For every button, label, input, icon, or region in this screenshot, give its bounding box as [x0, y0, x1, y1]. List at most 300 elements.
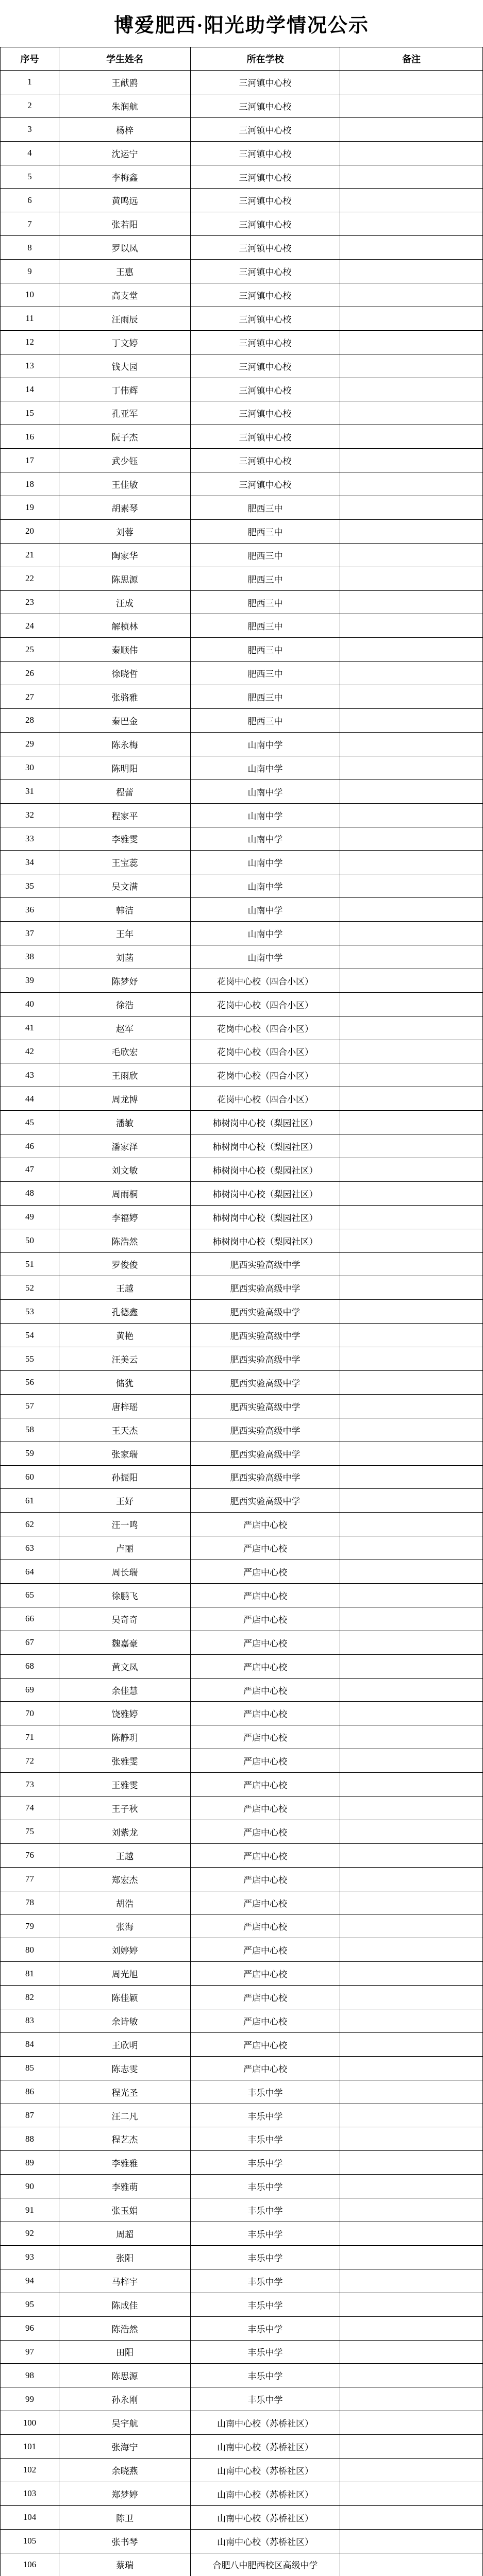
table-row — [0, 2104, 483, 2128]
cell-school: 严店中心校 — [191, 1986, 340, 2009]
cell-student-name: 阮子杰 — [59, 425, 191, 449]
cell-school: 三河镇中心校 — [191, 449, 340, 472]
cell-school: 肥西三中 — [191, 685, 340, 709]
cell-no: 5 — [0, 165, 59, 189]
cell-school: 山南中学 — [191, 733, 340, 756]
cell-note — [340, 1749, 483, 1773]
table-row — [0, 1560, 483, 1584]
cell-no: 85 — [0, 2057, 59, 2080]
cell-student-name: 蔡瑞 — [59, 2553, 191, 2576]
cell-school: 山南中心校（苏桥社区） — [191, 2482, 340, 2506]
cell-no: 4 — [0, 142, 59, 165]
cell-school: 花岗中心校（四合小区） — [191, 1016, 340, 1040]
cell-no: 16 — [0, 425, 59, 449]
cell-school: 肥西实验高级中学 — [191, 1466, 340, 1489]
cell-school: 肥西三中 — [191, 496, 340, 520]
cell-no: 79 — [0, 1914, 59, 1938]
table-row — [0, 2293, 483, 2317]
table-row — [0, 1229, 483, 1253]
cell-no: 87 — [0, 2104, 59, 2128]
cell-student-name: 王好 — [59, 1489, 191, 1513]
table-row — [0, 804, 483, 827]
cell-no: 17 — [0, 449, 59, 472]
cell-note — [340, 449, 483, 472]
cell-no: 26 — [0, 662, 59, 685]
cell-no: 1 — [0, 71, 59, 94]
cell-student-name: 陈梦妤 — [59, 969, 191, 993]
cell-note — [340, 472, 483, 496]
cell-no: 80 — [0, 1938, 59, 1962]
cell-note — [340, 1418, 483, 1442]
cell-student-name: 陈浩然 — [59, 1229, 191, 1253]
cell-school: 丰乐中学 — [191, 2317, 340, 2341]
cell-note — [340, 922, 483, 945]
cell-student-name: 汪成 — [59, 591, 191, 615]
cell-school: 山南中学 — [191, 756, 340, 780]
table-row — [0, 733, 483, 756]
cell-note — [340, 898, 483, 922]
cell-student-name: 刘菡 — [59, 945, 191, 969]
table-row — [0, 118, 483, 142]
table-row — [0, 142, 483, 165]
cell-no: 60 — [0, 1466, 59, 1489]
cell-student-name: 周龙博 — [59, 1087, 191, 1111]
cell-no: 55 — [0, 1347, 59, 1371]
cell-no: 44 — [0, 1087, 59, 1111]
cell-school: 严店中心校 — [191, 1844, 340, 1868]
cell-school: 肥西三中 — [191, 544, 340, 567]
cell-student-name: 马梓宇 — [59, 2269, 191, 2293]
cell-student-name: 孔德鑫 — [59, 1300, 191, 1324]
cell-no: 49 — [0, 1206, 59, 1229]
cell-note — [340, 307, 483, 331]
cell-note — [340, 685, 483, 709]
cell-school: 丰乐中学 — [191, 2364, 340, 2387]
cell-student-name: 黄艳 — [59, 1324, 191, 1347]
table-row — [0, 1986, 483, 2009]
cell-student-name: 程光圣 — [59, 2080, 191, 2104]
cell-no: 43 — [0, 1063, 59, 1087]
cell-school: 肥西实验高级中学 — [191, 1371, 340, 1395]
cell-note — [340, 496, 483, 520]
table-row — [0, 1395, 483, 1418]
cell-no: 30 — [0, 756, 59, 780]
cell-no: 37 — [0, 922, 59, 945]
cell-note — [340, 1868, 483, 1891]
cell-student-name: 陈志雯 — [59, 2057, 191, 2080]
cell-school: 柿树岗中心校（梨园社区） — [191, 1111, 340, 1134]
cell-note — [340, 1040, 483, 1064]
cell-school: 合肥八中肥西校区高级中学 — [191, 2553, 340, 2576]
cell-note — [340, 2387, 483, 2411]
cell-no: 52 — [0, 1276, 59, 1300]
cell-note — [340, 2033, 483, 2057]
cell-no: 34 — [0, 851, 59, 874]
cell-school: 丰乐中学 — [191, 2246, 340, 2269]
cell-no: 18 — [0, 472, 59, 496]
cell-school: 丰乐中学 — [191, 2127, 340, 2151]
cell-school: 柿树岗中心校（梨园社区） — [191, 1182, 340, 1206]
table-row — [0, 1607, 483, 1631]
cell-note — [340, 1560, 483, 1584]
cell-student-name: 陈成佳 — [59, 2293, 191, 2317]
cell-note — [340, 733, 483, 756]
table-row — [0, 2246, 483, 2269]
cell-no: 100 — [0, 2411, 59, 2435]
cell-student-name: 张海 — [59, 1914, 191, 1938]
cell-note — [340, 993, 483, 1016]
cell-no: 63 — [0, 1536, 59, 1560]
cell-student-name: 王年 — [59, 922, 191, 945]
cell-student-name: 罗以凤 — [59, 236, 191, 260]
cell-student-name: 储犹 — [59, 1371, 191, 1395]
cell-note — [340, 165, 483, 189]
cell-school: 山南中心校（苏桥社区） — [191, 2506, 340, 2530]
cell-student-name: 陈佳颖 — [59, 1986, 191, 2009]
cell-no: 104 — [0, 2506, 59, 2530]
cell-no: 62 — [0, 1513, 59, 1536]
cell-school: 柿树岗中心校（梨园社区） — [191, 1134, 340, 1158]
cell-school: 严店中心校 — [191, 1962, 340, 1986]
table-row — [0, 2435, 483, 2459]
cell-school: 肥西三中 — [191, 638, 340, 662]
cell-no: 76 — [0, 1844, 59, 1868]
cell-student-name: 程蕾 — [59, 780, 191, 804]
cell-no: 66 — [0, 1607, 59, 1631]
cell-note — [340, 1276, 483, 1300]
table-row — [0, 1134, 483, 1158]
cell-note — [340, 2317, 483, 2341]
cell-note — [340, 2293, 483, 2317]
cell-school: 三河镇中心校 — [191, 142, 340, 165]
cell-student-name: 高支堂 — [59, 283, 191, 307]
cell-note — [340, 2222, 483, 2246]
cell-school: 肥西实验高级中学 — [191, 1489, 340, 1513]
table-row — [0, 1820, 483, 1844]
cell-note — [340, 2553, 483, 2576]
table-row — [0, 1206, 483, 1229]
cell-school: 山南中学 — [191, 898, 340, 922]
table-row — [0, 2151, 483, 2175]
table-row — [0, 1631, 483, 1655]
table-row — [0, 2198, 483, 2222]
table-row — [0, 1844, 483, 1868]
cell-student-name: 孙振阳 — [59, 1466, 191, 1489]
cell-no: 56 — [0, 1371, 59, 1395]
cell-no: 35 — [0, 874, 59, 898]
cell-student-name: 汪雨辰 — [59, 307, 191, 331]
cell-student-name: 赵军 — [59, 1016, 191, 1040]
cell-school: 山南中学 — [191, 945, 340, 969]
cell-note — [340, 945, 483, 969]
cell-no: 53 — [0, 1300, 59, 1324]
cell-note — [340, 1607, 483, 1631]
table-row — [0, 307, 483, 331]
cell-school: 三河镇中心校 — [191, 118, 340, 142]
cell-student-name: 张家瑞 — [59, 1442, 191, 1466]
cell-no: 10 — [0, 283, 59, 307]
cell-no: 22 — [0, 567, 59, 591]
table-row — [0, 1300, 483, 1324]
cell-student-name: 朱润航 — [59, 94, 191, 118]
cell-no: 59 — [0, 1442, 59, 1466]
cell-note — [340, 2459, 483, 2482]
cell-student-name: 秦顺伟 — [59, 638, 191, 662]
cell-note — [340, 709, 483, 733]
cell-note — [340, 354, 483, 378]
cell-school: 严店中心校 — [191, 1868, 340, 1891]
cell-school: 三河镇中心校 — [191, 401, 340, 425]
cell-no: 28 — [0, 709, 59, 733]
cell-school: 肥西三中 — [191, 567, 340, 591]
cell-student-name: 陈思源 — [59, 567, 191, 591]
cell-student-name: 李雅雯 — [59, 827, 191, 851]
cell-school: 肥西三中 — [191, 709, 340, 733]
cell-student-name: 陈静玥 — [59, 1725, 191, 1749]
cell-note — [340, 1324, 483, 1347]
cell-note — [340, 2530, 483, 2553]
cell-note — [340, 401, 483, 425]
cell-school: 丰乐中学 — [191, 2175, 340, 2198]
cell-school: 丰乐中学 — [191, 2080, 340, 2104]
table-row — [0, 260, 483, 283]
cell-no: 88 — [0, 2127, 59, 2151]
cell-student-name: 田阳 — [59, 2341, 191, 2364]
cell-no: 19 — [0, 496, 59, 520]
cell-student-name: 沈运宁 — [59, 142, 191, 165]
cell-student-name: 李雅雅 — [59, 2151, 191, 2175]
table-row — [0, 1584, 483, 1607]
table-row — [0, 2009, 483, 2033]
cell-student-name: 王献鸥 — [59, 71, 191, 94]
cell-student-name: 周光旭 — [59, 1962, 191, 1986]
cell-no: 78 — [0, 1891, 59, 1915]
cell-student-name: 王惠 — [59, 260, 191, 283]
cell-student-name: 李雅萌 — [59, 2175, 191, 2198]
table-row — [0, 1111, 483, 1134]
cell-note — [340, 1938, 483, 1962]
cell-no: 58 — [0, 1418, 59, 1442]
cell-note — [340, 1489, 483, 1513]
cell-note — [340, 2080, 483, 2104]
table-row — [0, 1536, 483, 1560]
table-row — [0, 283, 483, 307]
cell-note — [340, 1891, 483, 1915]
cell-note — [340, 189, 483, 212]
cell-student-name: 张骆雅 — [59, 685, 191, 709]
cell-no: 38 — [0, 945, 59, 969]
table-row — [0, 165, 483, 189]
cell-note — [340, 1584, 483, 1607]
table-row — [0, 1914, 483, 1938]
cell-no: 27 — [0, 685, 59, 709]
cell-no: 89 — [0, 2151, 59, 2175]
cell-student-name: 吴奇奇 — [59, 1607, 191, 1631]
cell-student-name: 王雨欣 — [59, 1063, 191, 1087]
cell-school: 柿树岗中心校（梨园社区） — [191, 1158, 340, 1182]
cell-note — [340, 118, 483, 142]
cell-school: 肥西实验高级中学 — [191, 1347, 340, 1371]
cell-school: 肥西三中 — [191, 614, 340, 638]
cell-no: 93 — [0, 2246, 59, 2269]
cell-student-name: 张书琴 — [59, 2530, 191, 2553]
cell-student-name: 张雅雯 — [59, 1749, 191, 1773]
cell-no: 41 — [0, 1016, 59, 1040]
cell-no: 31 — [0, 780, 59, 804]
cell-school: 严店中心校 — [191, 1820, 340, 1844]
cell-note — [340, 756, 483, 780]
table-row — [0, 827, 483, 851]
cell-no: 50 — [0, 1229, 59, 1253]
cell-note — [340, 2269, 483, 2293]
cell-no: 48 — [0, 1182, 59, 1206]
cell-student-name: 周超 — [59, 2222, 191, 2246]
cell-note — [340, 2341, 483, 2364]
table-row — [0, 1868, 483, 1891]
cell-note — [340, 2104, 483, 2128]
cell-student-name: 程家平 — [59, 804, 191, 827]
cell-student-name: 徐浩 — [59, 993, 191, 1016]
cell-note — [340, 544, 483, 567]
cell-no: 65 — [0, 1584, 59, 1607]
table-row — [0, 874, 483, 898]
cell-school: 山南中学 — [191, 922, 340, 945]
cell-no: 97 — [0, 2341, 59, 2364]
table-row — [0, 1418, 483, 1442]
cell-no: 25 — [0, 638, 59, 662]
cell-no: 77 — [0, 1868, 59, 1891]
cell-note — [340, 1229, 483, 1253]
table-row — [0, 1158, 483, 1182]
cell-note — [340, 1063, 483, 1087]
cell-student-name: 王欣明 — [59, 2033, 191, 2057]
cell-student-name: 王越 — [59, 1276, 191, 1300]
cell-note — [340, 331, 483, 354]
table-row — [0, 1466, 483, 1489]
cell-student-name: 刘蓉 — [59, 520, 191, 544]
cell-note — [340, 2198, 483, 2222]
cell-student-name: 卢丽 — [59, 1536, 191, 1560]
table-row — [0, 2387, 483, 2411]
table-row — [0, 614, 483, 638]
table-row — [0, 354, 483, 378]
cell-no: 86 — [0, 2080, 59, 2104]
table-row — [0, 1063, 483, 1087]
cell-school: 三河镇中心校 — [191, 283, 340, 307]
table-row — [0, 1655, 483, 1679]
table-row — [0, 1040, 483, 1064]
cell-no: 72 — [0, 1749, 59, 1773]
cell-no: 94 — [0, 2269, 59, 2293]
cell-student-name: 刘文敏 — [59, 1158, 191, 1182]
cell-no: 105 — [0, 2530, 59, 2553]
cell-no: 106 — [0, 2553, 59, 2576]
cell-student-name: 余诗敏 — [59, 2009, 191, 2033]
cell-school: 山南中心校（苏桥社区） — [191, 2435, 340, 2459]
cell-student-name: 杨梓 — [59, 118, 191, 142]
cell-no: 40 — [0, 993, 59, 1016]
cell-student-name: 黄文凤 — [59, 1655, 191, 1679]
cell-school: 肥西三中 — [191, 662, 340, 685]
table-row — [0, 993, 483, 1016]
cell-note — [340, 591, 483, 615]
cell-school: 花岗中心校（四合小区） — [191, 993, 340, 1016]
cell-note — [340, 1466, 483, 1489]
cell-school: 花岗中心校（四合小区） — [191, 1063, 340, 1087]
cell-no: 45 — [0, 1111, 59, 1134]
cell-school: 肥西实验高级中学 — [191, 1442, 340, 1466]
cell-student-name: 王天杰 — [59, 1418, 191, 1442]
cell-school: 花岗中心校（四合小区） — [191, 1087, 340, 1111]
cell-school: 肥西实验高级中学 — [191, 1276, 340, 1300]
cell-no: 15 — [0, 401, 59, 425]
table-row — [0, 1182, 483, 1206]
cell-no: 51 — [0, 1253, 59, 1277]
cell-student-name: 张若阳 — [59, 212, 191, 236]
cell-student-name: 孙永刚 — [59, 2387, 191, 2411]
cell-school: 山南中学 — [191, 804, 340, 827]
cell-school: 三河镇中心校 — [191, 236, 340, 260]
cell-note — [340, 2435, 483, 2459]
cell-school: 花岗中心校（四合小区） — [191, 1040, 340, 1064]
cell-school: 严店中心校 — [191, 1679, 340, 1702]
table-row — [0, 1087, 483, 1111]
cell-note — [340, 2151, 483, 2175]
cell-no: 67 — [0, 1631, 59, 1655]
cell-school: 丰乐中学 — [191, 2293, 340, 2317]
cell-note — [340, 283, 483, 307]
cell-note — [340, 874, 483, 898]
table-row — [0, 1962, 483, 1986]
table-row — [0, 94, 483, 118]
table-row — [0, 2033, 483, 2057]
cell-school: 严店中心校 — [191, 1702, 340, 1725]
table-row — [0, 1797, 483, 1820]
table-row — [0, 922, 483, 945]
cell-note — [340, 1679, 483, 1702]
table-row — [0, 236, 483, 260]
cell-school: 丰乐中学 — [191, 2222, 340, 2246]
table-row — [0, 425, 483, 449]
cell-student-name: 陈卫 — [59, 2506, 191, 2530]
cell-no: 6 — [0, 189, 59, 212]
cell-school: 三河镇中心校 — [191, 472, 340, 496]
cell-note — [340, 2127, 483, 2151]
cell-no: 12 — [0, 331, 59, 354]
cell-no: 101 — [0, 2435, 59, 2459]
cell-no: 33 — [0, 827, 59, 851]
cell-student-name: 王子秋 — [59, 1797, 191, 1820]
cell-note — [340, 1536, 483, 1560]
table-row — [0, 1725, 483, 1749]
cell-school: 山南中学 — [191, 851, 340, 874]
cell-school: 三河镇中心校 — [191, 331, 340, 354]
table-row — [0, 1347, 483, 1371]
cell-no: 36 — [0, 898, 59, 922]
cell-student-name: 黄鸣远 — [59, 189, 191, 212]
cell-school: 严店中心校 — [191, 2033, 340, 2057]
cell-note — [340, 1962, 483, 1986]
table-row — [0, 1938, 483, 1962]
cell-school: 严店中心校 — [191, 1797, 340, 1820]
cell-note — [340, 378, 483, 402]
cell-no: 103 — [0, 2482, 59, 2506]
cell-school: 三河镇中心校 — [191, 378, 340, 402]
cell-student-name: 王宝蕊 — [59, 851, 191, 874]
cell-school: 三河镇中心校 — [191, 425, 340, 449]
table-row — [0, 544, 483, 567]
cell-no: 83 — [0, 2009, 59, 2033]
